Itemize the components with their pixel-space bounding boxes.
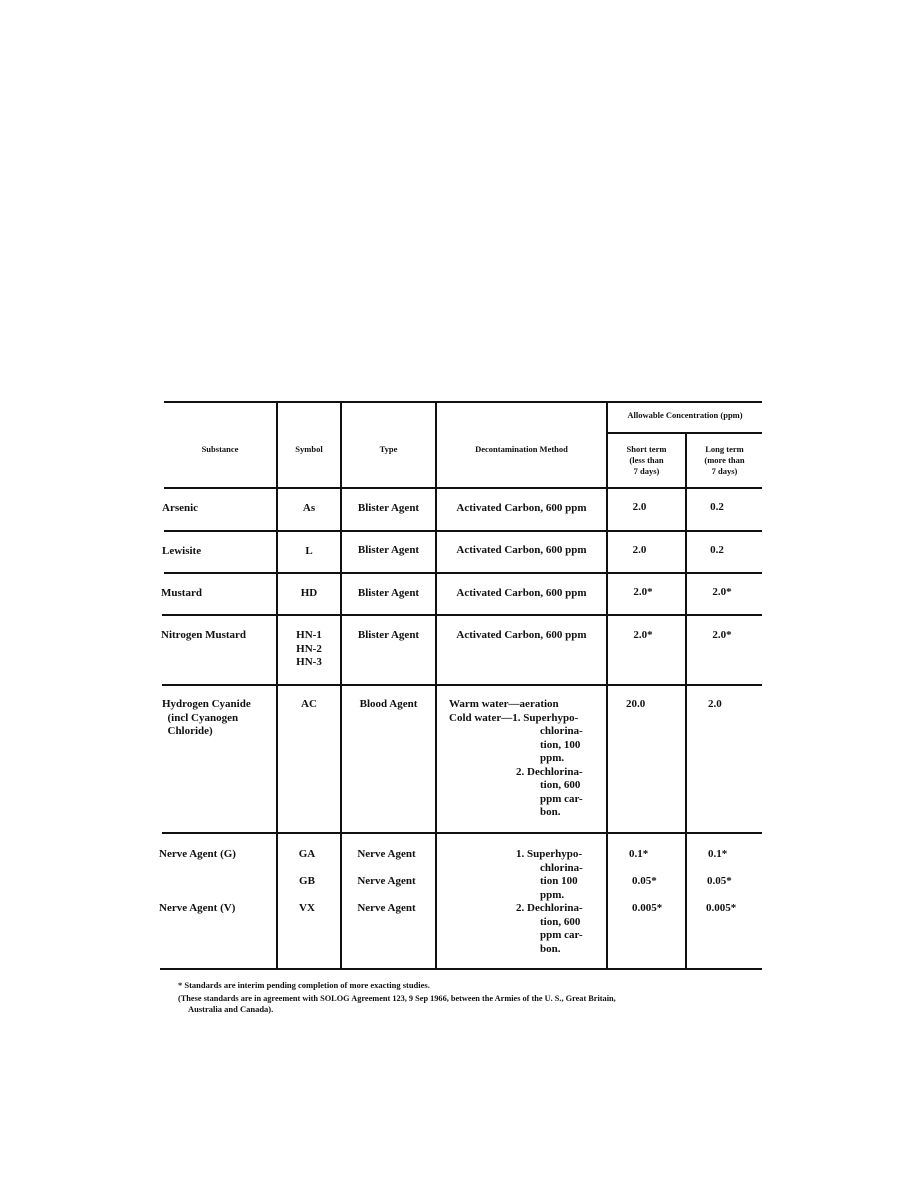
nerve-method-2b: tion, 600 ppm car- bon. — [540, 915, 583, 955]
footnote-agreement: (These standards are in agreement with SOLOG Agreement 123, 9 Sep 1966, between the Armies of the U. S., Great Britain, — [178, 994, 616, 1003]
footnote-countries: Australia and Canada). — [188, 1004, 274, 1014]
header-long-term: Long term (more than 7 days) — [704, 444, 745, 476]
row-nerve-vx-long: 0.005* — [706, 902, 737, 914]
row-nerve-ga-type: Nerve Agent — [357, 848, 416, 860]
row-mustard-substance: Mustard — [161, 587, 202, 599]
row-nerve-ga-long: 0.1* — [708, 848, 728, 860]
row-arsenic-substance: Arsenic — [162, 502, 199, 514]
row-nerve-g-substance: Nerve Agent (G) — [159, 848, 236, 860]
allowable-subheader-rule — [606, 432, 762, 434]
row-arsenic-short: 2.0 — [632, 501, 647, 513]
header-type: Type — [379, 444, 398, 454]
row-nitrogen-mustard-type: Blister Agent — [357, 629, 420, 641]
row-nitrogen-mustard-symbol: HN-1 HN-2 HN-3 — [296, 629, 322, 668]
row-rule-1 — [164, 530, 762, 532]
row-nitrogen-mustard-method: Activated Carbon, 600 ppm — [456, 629, 587, 641]
row-lewisite-type: Blister Agent — [357, 544, 420, 556]
row-hydrogen-cyanide-symbol: AC — [301, 698, 317, 710]
row-arsenic-symbol: As — [302, 502, 316, 514]
col-divider-4 — [606, 402, 608, 968]
row-hydrogen-cyanide-type: Blood Agent — [359, 698, 418, 710]
row-rule-5 — [162, 832, 762, 834]
row-hydrogen-cyanide-short: 20.0 — [626, 698, 646, 710]
row-mustard-long: 2.0* — [712, 586, 732, 598]
row-lewisite-method: Activated Carbon, 600 ppm — [456, 544, 587, 556]
row-hydrogen-cyanide-method-rest1: chlorina- tion, 100 ppm. — [540, 725, 583, 764]
col-divider-3 — [435, 402, 437, 968]
row-lewisite-long: 0.2 — [710, 544, 724, 556]
row-nerve-ga-symbol: GA — [298, 848, 316, 860]
row-mustard-type: Blister Agent — [357, 587, 420, 599]
row-lewisite-symbol: L — [305, 545, 313, 557]
row-hydrogen-cyanide-method-rest2: 2. Dechlorina- — [516, 765, 583, 778]
row-arsenic-type: Blister Agent — [357, 502, 420, 514]
row-rule-4 — [162, 684, 762, 686]
row-hydrogen-cyanide-method-line1: Warm water—aeration — [449, 698, 559, 710]
table-bottom-rule — [160, 968, 762, 970]
header-symbol: Symbol — [295, 444, 323, 454]
row-nerve-v-substance: Nerve Agent (V) — [159, 902, 236, 914]
nerve-method-1b: chlorina- tion 100 ppm. — [540, 861, 583, 901]
row-arsenic-method: Activated Carbon, 600 ppm — [456, 502, 587, 514]
row-nerve-gb-short: 0.05* — [632, 875, 657, 887]
row-nerve-gb-type: Nerve Agent — [357, 875, 416, 887]
row-hydrogen-cyanide-substance: Hydrogen Cyanide (incl Cyanogen Chloride) — [162, 698, 251, 737]
row-nitrogen-mustard-long: 2.0* — [712, 629, 732, 641]
row-arsenic-long: 0.2 — [710, 501, 724, 513]
row-nerve-vx-symbol: VX — [299, 902, 315, 914]
row-rule-2 — [164, 572, 762, 574]
row-lewisite-substance: Lewisite — [162, 545, 202, 557]
footnote-asterisk: * Standards are interim pending completion of more exacting studies. — [178, 980, 430, 990]
nerve-method-1: 1. Superhypo- — [516, 848, 583, 860]
row-nitrogen-mustard-short: 2.0* — [633, 629, 653, 641]
row-hydrogen-cyanide-method-line2: Cold water—1. Superhypo- — [449, 711, 579, 724]
row-nerve-gb-long: 0.05* — [707, 875, 732, 887]
row-rule-3 — [162, 614, 762, 616]
row-nerve-vx-short: 0.005* — [632, 902, 663, 914]
header-method: Decontamination Method — [475, 444, 568, 454]
header-short-term: Short term (less than 7 days) — [626, 444, 667, 476]
row-nerve-ga-short: 0.1* — [629, 848, 649, 860]
table-top-rule — [164, 401, 762, 403]
row-nerve-gb-symbol: GB — [299, 875, 315, 887]
row-hydrogen-cyanide-long: 2.0 — [708, 698, 722, 710]
row-lewisite-short: 2.0 — [632, 544, 647, 556]
row-nitrogen-mustard-substance: Nitrogen Mustard — [161, 629, 247, 641]
row-nerve-vx-type: Nerve Agent — [357, 902, 416, 914]
row-mustard-symbol: HD — [300, 587, 318, 599]
header-substance: Substance — [201, 444, 239, 454]
row-mustard-method: Activated Carbon, 600 ppm — [456, 587, 587, 599]
row-mustard-short: 2.0* — [633, 586, 653, 598]
nerve-method-2: 2. Dechlorina- — [516, 902, 583, 914]
row-hydrogen-cyanide-method-rest3: tion, 600 ppm car- bon. — [540, 779, 583, 818]
header-bottom-rule — [164, 487, 762, 489]
header-allowable: Allowable Concentration (ppm) — [627, 410, 743, 420]
